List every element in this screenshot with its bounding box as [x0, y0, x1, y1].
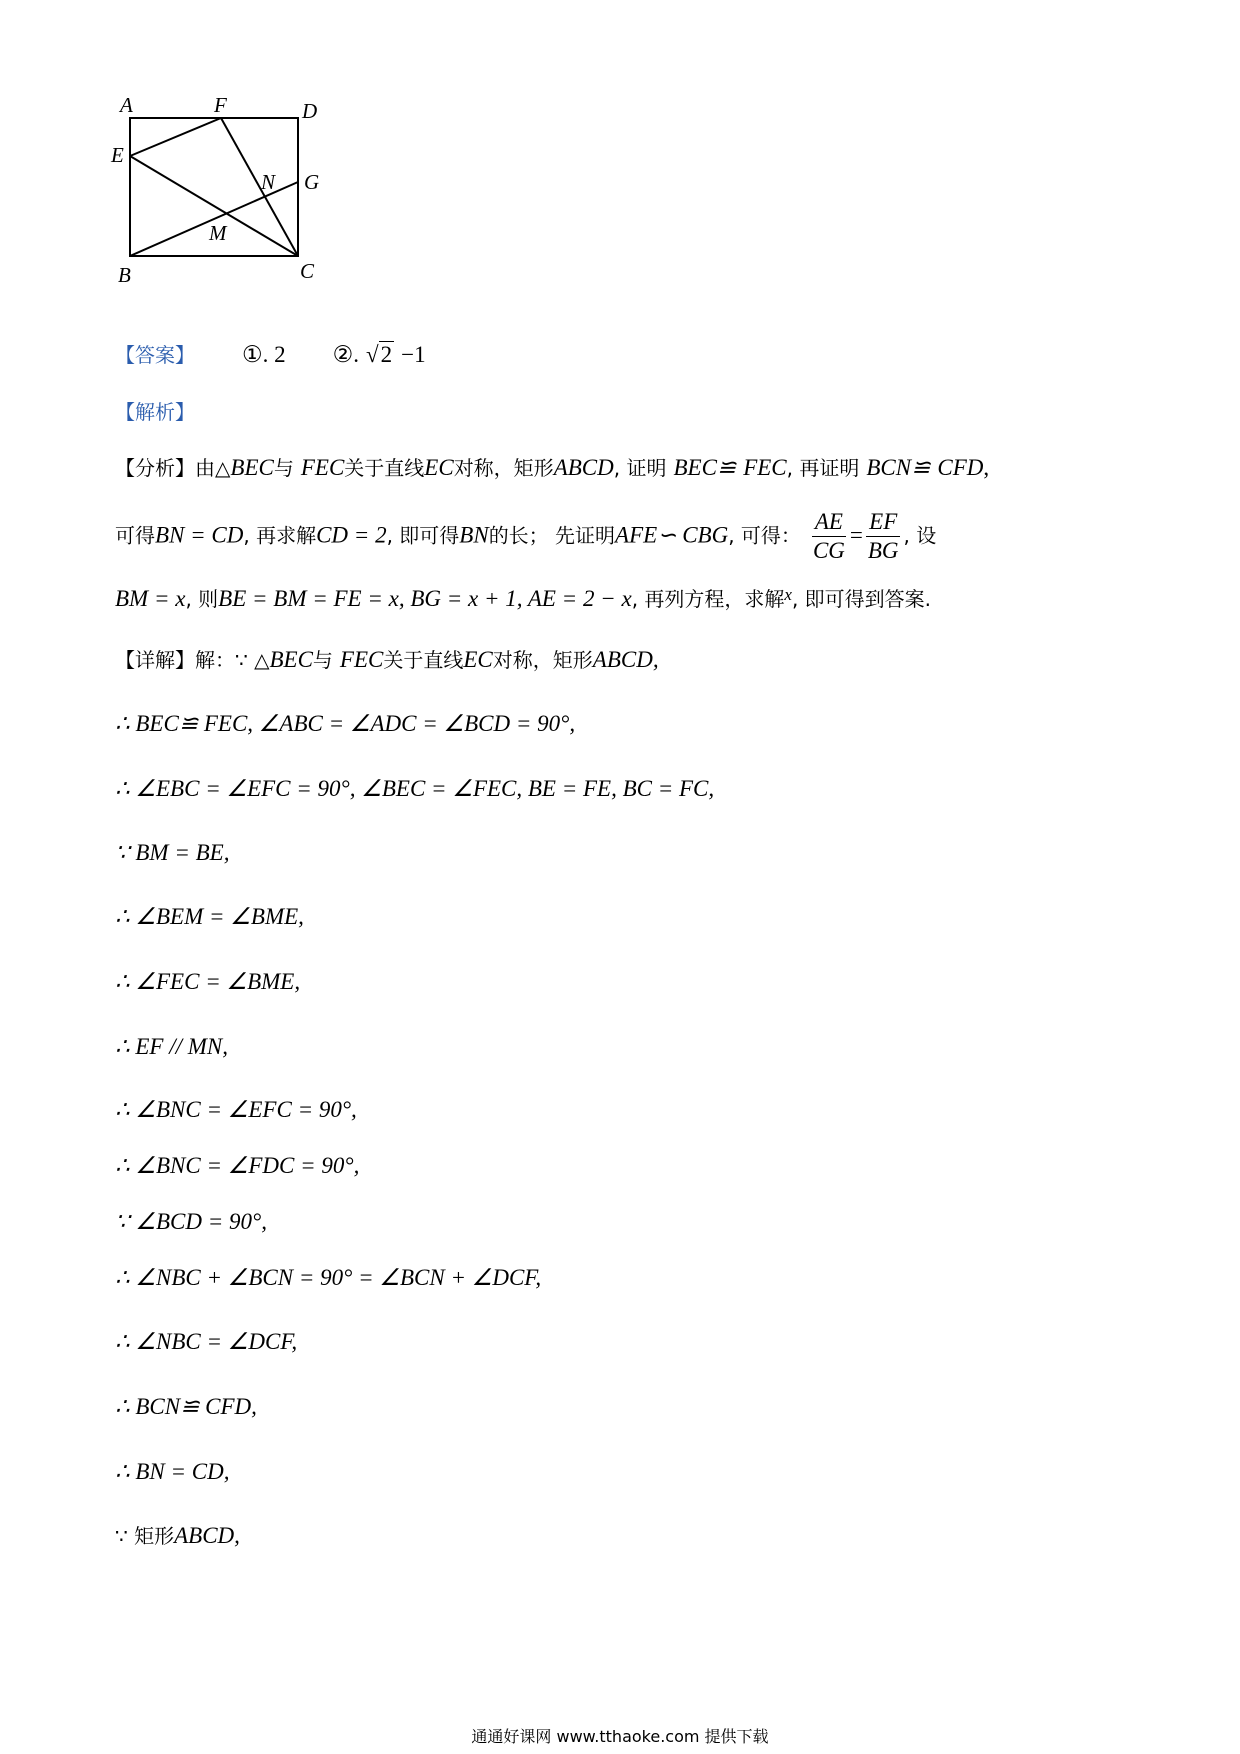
text: 与 [273, 456, 294, 480]
detail-step: ∵ BM = BE, [115, 840, 230, 865]
math: EC [463, 647, 493, 672]
label-d: D [302, 99, 318, 123]
detail-last-line [115, 1521, 240, 1552]
answer-part1: ①. 2 [242, 342, 286, 367]
fenxi-line-2 [115, 508, 936, 565]
detail-step: ∴ ∠NBC = ∠DCF, [115, 1329, 298, 1354]
text: 【分析】由△ [115, 456, 231, 480]
math: EC [424, 455, 454, 480]
equals: = [849, 522, 863, 548]
sqrt-radicand: 2 [380, 342, 393, 367]
footer-watermark: 通通好课网 www.tthaoke.com 提供下载 [471, 1727, 769, 1746]
text: , 即可得 [386, 523, 460, 548]
math: FEC [339, 647, 384, 672]
detail-step: ∴ ∠EBC = ∠EFC = 90°, ∠BEC = ∠FEC, BE = FE, BC = FC, [115, 776, 715, 801]
text: , 可得： [728, 523, 801, 548]
frac-num: EF [866, 508, 900, 537]
math: CFD [937, 455, 984, 480]
label-c: C [300, 259, 315, 283]
label-g: G [304, 170, 320, 194]
math: ABCD [553, 455, 614, 480]
text: 的长； 先证明 [488, 523, 616, 548]
fraction-ef-bg [865, 508, 902, 565]
detail-step: ∴ BCN≌ CFD, [115, 1394, 257, 1419]
segment-ef [130, 118, 221, 156]
detail-step: ∴ BN = CD, [115, 1459, 230, 1484]
math: ABCD, [174, 1523, 240, 1548]
text: 对称，矩形 [492, 648, 593, 672]
detail-step: ∵ ∠BCD = 90°, [115, 1209, 267, 1234]
label-a: A [120, 93, 133, 117]
frac-num: AE [812, 508, 846, 537]
math: BN [459, 522, 489, 548]
text: , 证明 [613, 456, 667, 480]
text: , 再求解 [243, 523, 317, 548]
label-b: B [118, 263, 131, 287]
text: ∵ 矩形 [115, 1524, 175, 1548]
label-n: N [261, 170, 276, 194]
answer-part2-prefix: ②. [332, 342, 359, 367]
text: 关于直线 [383, 648, 464, 672]
label-f: F [214, 93, 227, 117]
math: BEC≌ [673, 455, 737, 480]
label-e: E [111, 143, 124, 167]
text: 【详解】解：∵ △ [115, 648, 270, 672]
math: BEC [230, 455, 274, 480]
answer-tag: 【答案】 [115, 343, 195, 367]
frac-den: BG [867, 538, 899, 563]
fenxi-line-3 [115, 580, 931, 615]
detail-line-1 [115, 645, 659, 676]
label-m: M [209, 221, 227, 245]
math: AFE∽ CBG [615, 522, 729, 548]
detail-step: ∴ EF // MN, [115, 1034, 229, 1059]
fraction-ae-cg [810, 508, 848, 565]
text: , 则 [185, 587, 219, 611]
geometry-figure [110, 92, 370, 322]
math: FEC [743, 455, 787, 480]
answer-line [115, 340, 426, 371]
text: 与 [312, 648, 333, 672]
math: BE = BM = FE = x, BG = x + 1, AE = 2 − x [218, 586, 632, 611]
math: x [784, 585, 792, 604]
math: CD = 2 [316, 522, 387, 548]
text: 可得 [115, 523, 155, 548]
detail-step: ∴ ∠FEC = ∠BME, [115, 969, 301, 994]
analysis-tag: 【解析】 [115, 400, 195, 424]
math: , [983, 455, 990, 480]
analysis-tag-line [115, 397, 195, 428]
math: BM = x [115, 586, 186, 611]
detail-step: ∴ ∠BEM = ∠BME, [115, 904, 304, 929]
text: , 即可得到答案. [791, 587, 932, 611]
detail-step: ∴ ∠NBC + ∠BCN = 90° = ∠BCN + ∠DCF, [115, 1265, 542, 1290]
text: 关于直线 [344, 456, 425, 480]
detail-step: ∴ ∠BNC = ∠EFC = 90°, [115, 1097, 357, 1122]
math: BEC [269, 647, 313, 672]
text: , 再证明 [786, 456, 860, 480]
detail-step: ∴ BEC≌ FEC, ∠ABC = ∠ADC = ∠BCD = 90°, [115, 711, 576, 736]
math: FEC [300, 455, 345, 480]
text: , 设 [903, 523, 937, 548]
math: BN = CD [155, 522, 244, 548]
text: , 再列方程，求解 [631, 587, 785, 611]
sqrt-expression: √2 [366, 342, 393, 367]
text: 对称，矩形 [453, 456, 554, 480]
frac-den: CG [812, 538, 845, 563]
math: ABCD, [592, 647, 659, 672]
detail-step: ∴ ∠BNC = ∠FDC = 90°, [115, 1153, 360, 1178]
answer-part2-suffix: −1 [401, 342, 426, 367]
fenxi-line-1 [115, 453, 989, 484]
math: BCN≌ [866, 455, 931, 480]
